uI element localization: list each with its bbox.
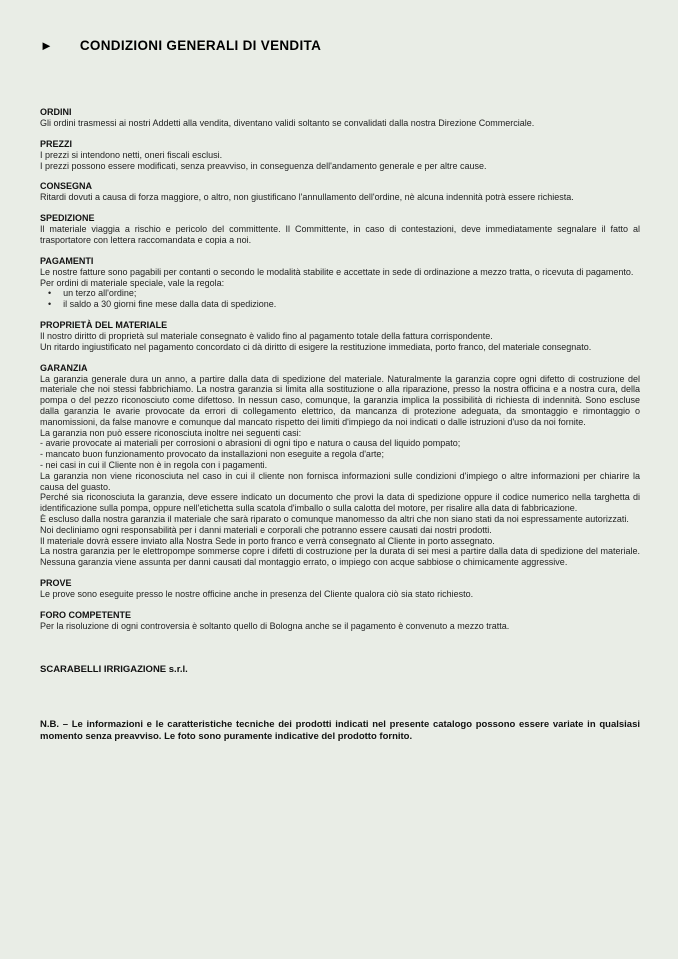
section-paragraph: Le prove sono eseguite presso le nostre officine anche in presenza del Cliente qualora ciò sia stato richiesto. (40, 588, 474, 599)
terms-section (40, 107, 640, 129)
terms-section (40, 256, 640, 310)
bullet-item: • il saldo a 30 giorni fine mese dalla data di spedizione. (48, 299, 640, 310)
section-heading: PROPRIETÀ DEL MATERIALE (40, 319, 168, 330)
bullet-item: • un terzo all'ordine; (48, 288, 640, 299)
terms-section (40, 139, 640, 172)
section-paragraph: Gli ordini trasmessi ai nostri Addetti alla vendita, diventano validi soltanto se convalidati dalla nostra Direzione Commerciale. (40, 118, 535, 128)
bullet-list (40, 288, 640, 310)
section-paragraph: I prezzi possono essere modificati, senza preavviso, in conseguenza dell'andamento generale e per altre cause. (40, 160, 487, 171)
arrow-right-icon: ► (40, 38, 53, 53)
section-paragraph: - avarie provocate ai materiali per corrosioni o abrasioni di ogni tipo e natura o causa del liquido pompato; (40, 438, 461, 449)
section-heading: PROVE (40, 577, 72, 588)
terms-section (40, 181, 640, 203)
page-header (40, 38, 640, 53)
section-paragraph: Il materiale dovrà essere inviato alla Nostra Sede in porto franco e verrà consegnato al Cliente in porto assegnato. (40, 535, 495, 546)
terms-section (40, 578, 640, 600)
section-heading: GARANZIA (40, 362, 88, 373)
company-signature: SCARABELLI IRRIGAZIONE s.r.l. (40, 663, 188, 675)
section-heading: SPEDIZIONE (40, 213, 95, 224)
section-paragraph: Per ordini di materiale speciale, vale la regola: (40, 277, 225, 288)
section-paragraph: - nei casi in cui il Cliente non è in regola con i pagamenti. (40, 459, 268, 470)
terms-section (40, 610, 640, 632)
section-heading: PREZZI (40, 138, 73, 149)
section-heading: PAGAMENTI (40, 255, 94, 266)
section-heading: FORO COMPETENTE (40, 609, 132, 620)
terms-section (40, 213, 640, 246)
terms-section (40, 320, 640, 353)
section-paragraph: Ritardi dovuti a causa di forza maggiore, o altro, non giustificano l'annullamento dell'ordine, nè alcuna indennità potrà essere richiesta. (40, 192, 574, 203)
section-paragraph: Le nostre fatture sono pagabili per contanti o secondo le modalità stabilite e accettate in sede di ordinazione a mezzo tratta, o ricevuta di pagamento. (40, 266, 634, 277)
section-paragraph: Per la risoluzione di ogni controversia è soltanto quello di Bologna anche se il pagamento è convenuto a mezzo tratta. (40, 620, 510, 631)
section-paragraph: Il materiale viaggia a rischio e pericolo del committente. Il Committente, in caso di contestazioni, deve immediatamente segnalare il fatto al trasportatore con lettera raccomandata e copia a noi. (40, 224, 640, 245)
section-paragraph: Noi decliniamo ogni responsabilità per i danni materiali e corporali che potranno essere causati dai nostri prodotti. (40, 524, 492, 535)
terms-sections (40, 107, 640, 632)
terms-section (40, 363, 640, 568)
section-paragraph: La garanzia generale dura un anno, a partire dalla data di spedizione del materiale. Naturalmente la garanzia copre ogni difetto di costruzione del materiale che noi stessi fabbrichiamo. La nostra garanzia si limita alla sostituzione o alla riparazione, presso la nostra officina e a nostra cura, della pompa o del pezzo riconosciuto come difettoso. In nessun caso, comunque, la garanzia implica la possibilità di richiesta di indennità. Sono escluse dalla garanzia le avarie provocate da errori di collegamento elettrico, da mancanza di protezione adeguata, da smontaggio e rimontaggio o manomissioni, da false manovre e comunque dal mancato rispetto dei limiti d'impiego da noi indicati o dalle istruzioni d'uso da noi fornite. (40, 373, 640, 427)
section-paragraph: I prezzi si intendono netti, oneri fiscali esclusi. (40, 149, 223, 160)
section-paragraph: È escluso dalla nostra garanzia il materiale che sarà riparato o comunque manomesso da altri che non siano stati da noi espressamente autorizzati. (40, 513, 629, 524)
page-title: CONDIZIONI GENERALI DI VENDITA (79, 38, 322, 53)
section-paragraph: Perché sia riconosciuta la garanzia, deve essere indicato un documento che provi la data di spedizione oppure il codice numerico nella targhetta di identificazione sulla pompa, oppure nell'etichetta sulla scatola d'imballo o sulla calotta del motore, per risalire alla data di fabbricazione. (40, 492, 640, 514)
section-paragraph: La garanzia non può essere riconosciuta inoltre nei seguenti casi: (40, 427, 302, 438)
section-heading: CONSEGNA (40, 181, 93, 192)
section-paragraph: La garanzia non viene riconosciuta nel caso in cui il cliente non fornisca informazioni sulle condizioni d'impiego o altre informazioni per chiarire la causa del guasto. (40, 470, 640, 492)
section-paragraph: La nostra garanzia per le elettropompe sommerse copre i difetti di costruzione per la durata di sei mesi a partire dalla data di spedizione del materiale. Nessuna garanzia viene assunta per danni causati dal montaggio errato, o impiego con acque sabbiose o chimicamente aggressive. (40, 546, 640, 568)
section-paragraph: Il nostro diritto di proprietà sul materiale consegnato è valido fino al pagamento totale della fattura corrispondente. (40, 330, 493, 341)
section-heading: ORDINI (40, 107, 72, 117)
section-paragraph: Un ritardo ingiustificato nel pagamento concordato ci dà diritto di esigere la restituzione immediata, porto franco, del materiale consegnato. (40, 341, 592, 352)
section-paragraph: - mancato buon funzionamento provocato da installazioni non eseguite a regola d'arte; (40, 449, 384, 460)
nb-note: N.B. – Le informazioni e le caratteristiche tecniche dei prodotti indicati nel presente catalogo possono essere variate in qualsiasi momento senza preavviso. Le foto sono puramente indicative del prodotto fornito. (40, 718, 640, 742)
